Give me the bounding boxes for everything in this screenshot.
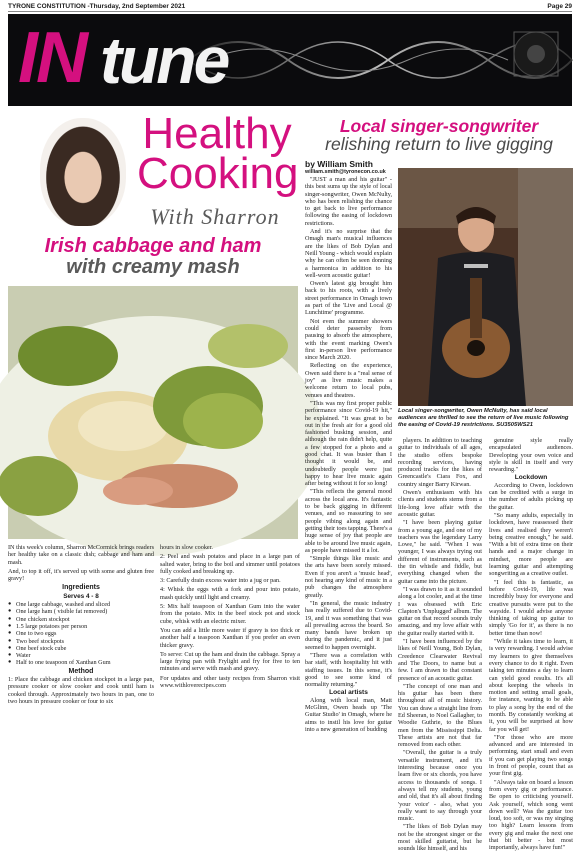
paragraph: Owen's latest gig brought him back to his roots, with a lively street performance in Omagh town as part of the 'Live and Local @ Lunchtime' programme. <box>305 280 392 317</box>
masthead-in: IN <box>18 18 86 98</box>
story-column-1 <box>305 176 392 734</box>
paragraph: "While it takes time to learn, it is very rewarding. I would advise my learners to give themselves every chance to do it right. Even taking ten minutes a day to learn can yield good results. It's all about keeping the wheels in motion and setting small goals, for instance, wanting to be able to play a song by the end of the month. By constantly working at it, you will be surprised at how far you will get! <box>489 638 573 733</box>
paragraph: "Always take on board a lesson from every gig or performance. Be open to criticising yourself. Ask yourself, which song went down well? Was the guitar too loud, too soft, or was my singing too high? Learn lessons from every gig and make the next one that bit better - but most importantly, always have fun!" <box>489 778 573 852</box>
list-item: ● One chicken stockpot <box>8 616 154 623</box>
byline-name: by William Smith <box>305 159 373 169</box>
singer-guitar-graphic <box>398 168 573 406</box>
page-header <box>8 2 572 12</box>
page-number: Page 29 <box>547 3 572 10</box>
list-item: ● One to two eggs <box>8 630 154 637</box>
list-item: ● 1.5 large potatoes per person <box>8 623 154 630</box>
music-waveform-graphic <box>8 14 572 106</box>
paragraph: "Overall, the guitar is a truly versatile instrument, and it's interesting because once you learn five or six chords, you have access to thousands of songs. I always tell my students, young and old, that it's all about finding 'your voice' - also, what you really want to say through your music. <box>398 749 482 823</box>
paragraph: Owen's enthusiasm with his clients and students stems from a life-long love affair with the acoustic guitar. <box>398 489 482 518</box>
story-column-2 <box>398 437 482 854</box>
paragraph: players. In addition to teaching guitar to individuals of all ages, the studio offers bespoke recording services, having produced tracks for the likes of Greencastle's Ciara Fox, and country singer Barry Kirwan. <box>398 437 482 488</box>
ingredients-heading: Ingredients <box>62 584 100 592</box>
paragraph: genuine style really encapsulated audiences. Developing your own voice and style is skill in itself and very rewarding." <box>489 437 573 474</box>
paragraph: "For those who are more advanced and are interested in performing, start small and even if you can get playing two songs in front of people, count that as your first gig. <box>489 733 573 778</box>
columnist-portrait <box>40 118 126 226</box>
paragraph: Along with local man, Matt McGlinn, Owen heads up 'The Guitar Studio' in Omagh, where he aims to instil his love for guitar into a new generation of budding <box>305 696 392 733</box>
serves-line: Serves 4 - 8 <box>63 592 99 600</box>
story-headline-1: Local singer-songwriter <box>339 116 539 136</box>
recipe-updates: For updates and other tasty recipes from Sharron visit www.withloverecipes.com <box>160 674 300 690</box>
paragraph: "I have been playing guitar from a young age, and one of my teachers was the legendary Larry Lowe," he said. "When I was younger, I was always trying out different of instruments, such as the tin whistle and fiddle, but everything changed when the guitar came into the picture. <box>398 519 482 585</box>
paragraph: "So many adults, especially in lockdown, have reassessed their lives and realised they weren't being creative enough," he said. "With a bit of extra time on their hands and a major change in mindset, more people are learning guitar and attempting songwriting as a creative outlet. <box>489 511 573 578</box>
paragraph: "This was my first proper public performance since Covid-19 hit," he explained. "It was great to be out in the fresh air for a good old fashioned busking session, and although the rain didn't help, quite a few stopped for a photo and a good chat. It was busier than I thought it would be, and undoubtedly people were just happy to hear live music again after being without it for so long! <box>305 399 392 488</box>
method-heading: Method <box>68 667 94 675</box>
byline <box>305 159 393 175</box>
subhead-lockdown: Lockdown <box>514 474 548 482</box>
recipe-text-column-2 <box>160 544 300 691</box>
story-column-3 <box>489 437 573 853</box>
publication-line: TYRONE CONSTITUTION -Thursday, 2nd September 2021 <box>8 3 186 10</box>
story-headline-2: relishing return to live gigging <box>325 134 553 154</box>
paragraph: "There was a correlation with bar staff, with hospitality hit with staffing issues. In this sense, it's good to see some kind of normality returning." <box>305 652 392 689</box>
food-plate-graphic <box>8 286 298 539</box>
list-item: ● Half to one teaspoon of Xanthan Gum <box>8 659 154 666</box>
paragraph: Reflecting on the experience, Owen said there is a "real sense of joy" as live music makes a welcome return to local pubs, venues and theatres. <box>305 362 392 399</box>
method-step-3: 3: Carefully drain excess water into a jug or pan. <box>160 577 281 585</box>
recipe-title <box>8 236 298 278</box>
photo-caption: Local singer-songwriter, Owen McNulty, has said local audiences are thrilled to see the return of live music following the easing of Covid-19 restrictions. SU3505WS21 <box>398 408 569 428</box>
recipe-title-line-1: Irish cabbage and ham <box>44 235 262 257</box>
list-item: ● One large cabbage, washed and sliced <box>8 601 154 608</box>
list-item: ● One large ham ( visible fat removed) <box>8 608 154 615</box>
masthead-tune: tune <box>100 23 228 97</box>
paragraph: "Simple things like music and the arts have been sorely missed. Even if you aren't a 'music head', not hearing any kind of music in a pub changes the atmosphere greatly. <box>305 555 392 599</box>
ingredients-list <box>8 601 154 667</box>
method-step-5: 5: Mix half teaspoon of Xanthan Gum into the water from the potato. Mix in the beef stock pot and stock cube, whisk with an electric mixer. <box>160 603 300 625</box>
byline-email: william.smith@tyronecon.co.uk <box>305 169 386 175</box>
cabbage-ham-photo <box>8 286 298 539</box>
recipe-intro-2: And, to top it off, it's served up with some and gluten free gravy! <box>8 567 154 583</box>
method-step-1-cont: hours in slow cooker. <box>160 544 213 551</box>
recipe-text-column-1 <box>8 544 154 707</box>
recipe-title-line-2: with creamy mash <box>66 256 240 278</box>
intune-masthead <box>8 14 572 106</box>
paragraph: "JUST a man and his guitar" - this best sums up the style of local singer-songwriter, Owen McNulty, who has been relishing the chance to get back to live performance following the easing of lockdown restrictions. <box>305 176 392 227</box>
recipe-intro: IN this week's column, Sharron McCormick brings readers her healthy take on a classic dish; cabbage and ham and mash. <box>8 544 154 566</box>
method-step-6: You can add a little more water if gravy is too thick or another half a teaspoon Xanthan if you prefer an even thicker gravy. <box>160 626 300 649</box>
paragraph: "I have been influenced by the likes of Neill Young, Bob Dylan, Creedence Clearwater Revival and The Doors, to name but a few. I am drawn to that constant presence of an acoustic guitar. <box>398 638 482 682</box>
paragraph: Not even the summer showers could deter passersby from pausing to absorb the atmosphere, with the event marking Owen's first in-person live performance since March 2020. <box>305 317 392 362</box>
list-item: ● Water <box>8 652 154 659</box>
paragraph: "In general, the music industry has really suffered due to Covid-19, and it was something that was all prevailing across the board. So many bands have broken up during the pandemic, and it just seemed to happen overnight. <box>305 599 392 651</box>
paragraph: According to Owen, lockdown can be credited with a surge in the number of adults picking up the guitar. <box>489 481 573 511</box>
paragraph: "The likes of Bob Dylan may not be the strongest singer or the most skilled guitarist, but he sounds like himself, and his <box>398 823 482 853</box>
columnist-name: With Sharron <box>150 204 280 229</box>
list-item: ● One beef stock cube <box>8 645 154 652</box>
method-step-4: 4: Whisk the eggs with a fork and pour into potato, mash quickly until light and creamy. <box>160 586 300 601</box>
paragraph: "I feel this is fantastic, as before Covid-19, life was incredibly busy for everyone and creative pursuits were put to the wayside. I would advise anyone thinking of taking up guitar to simply 'Go for it', as there is no better time than now! <box>489 578 573 637</box>
healthy-cooking-title: Healthy Cooking <box>137 109 299 198</box>
subhead-local-artists: Local artists <box>329 689 368 697</box>
method-step-7: To serve: Cut up the ham and drain the cabbage. Spray a large frying pan with Frylight and fry for five to ten minutes and serve with mash and gravy. <box>160 650 300 673</box>
paragraph: "I was drawn to it as it sounded along a lot cooler, and at the time I was obsessed with Eric Clapton's 'Unplugged' album. The guitar on that record sounds truly amazing, and my love affair with the guitar really started with it. <box>398 585 483 637</box>
singer-photo <box>398 168 573 406</box>
paragraph: And it's no surprise that the Omagh man's musical influences are the likes of Bob Dylan and Neill Young - which would explain why he can often be seen donning a harmonica in addition to his well-worn acoustic guitar! <box>305 228 392 279</box>
paragraph: "This reflects the general mood across the local area. It's fantastic to be back gigging in different venues, and so reassuring to see people vibing along again and getting their toes tapping. There's a huge sense of joy that people are able to be around live music again, as people have missed it a lot. <box>305 488 392 554</box>
list-item: ● Two beef stockpots <box>8 638 154 645</box>
paragraph: "The concept of one man and his guitar has been there throughout all of music history. You can draw a straight line from Ed Sheeran, to Noel Gallagher, to Woodie Guthrie, to the Blues men from the Mississippi Delta. These artists are not that far removed from each other. <box>398 682 482 749</box>
method-step-1: 1: Place the cabbage and chicken stockpot in a large pan, pressure cooker or slow cooker and cook until ham is cooked through. Approximately two hours in pan, one to two hours in pressure cooker or four to six <box>8 676 154 705</box>
method-step-2: 2: Peel and wash potatos and place in a large pan of salted water, bring to the boil and simmer until potatoes fully cooked and breaking up. <box>160 553 300 575</box>
